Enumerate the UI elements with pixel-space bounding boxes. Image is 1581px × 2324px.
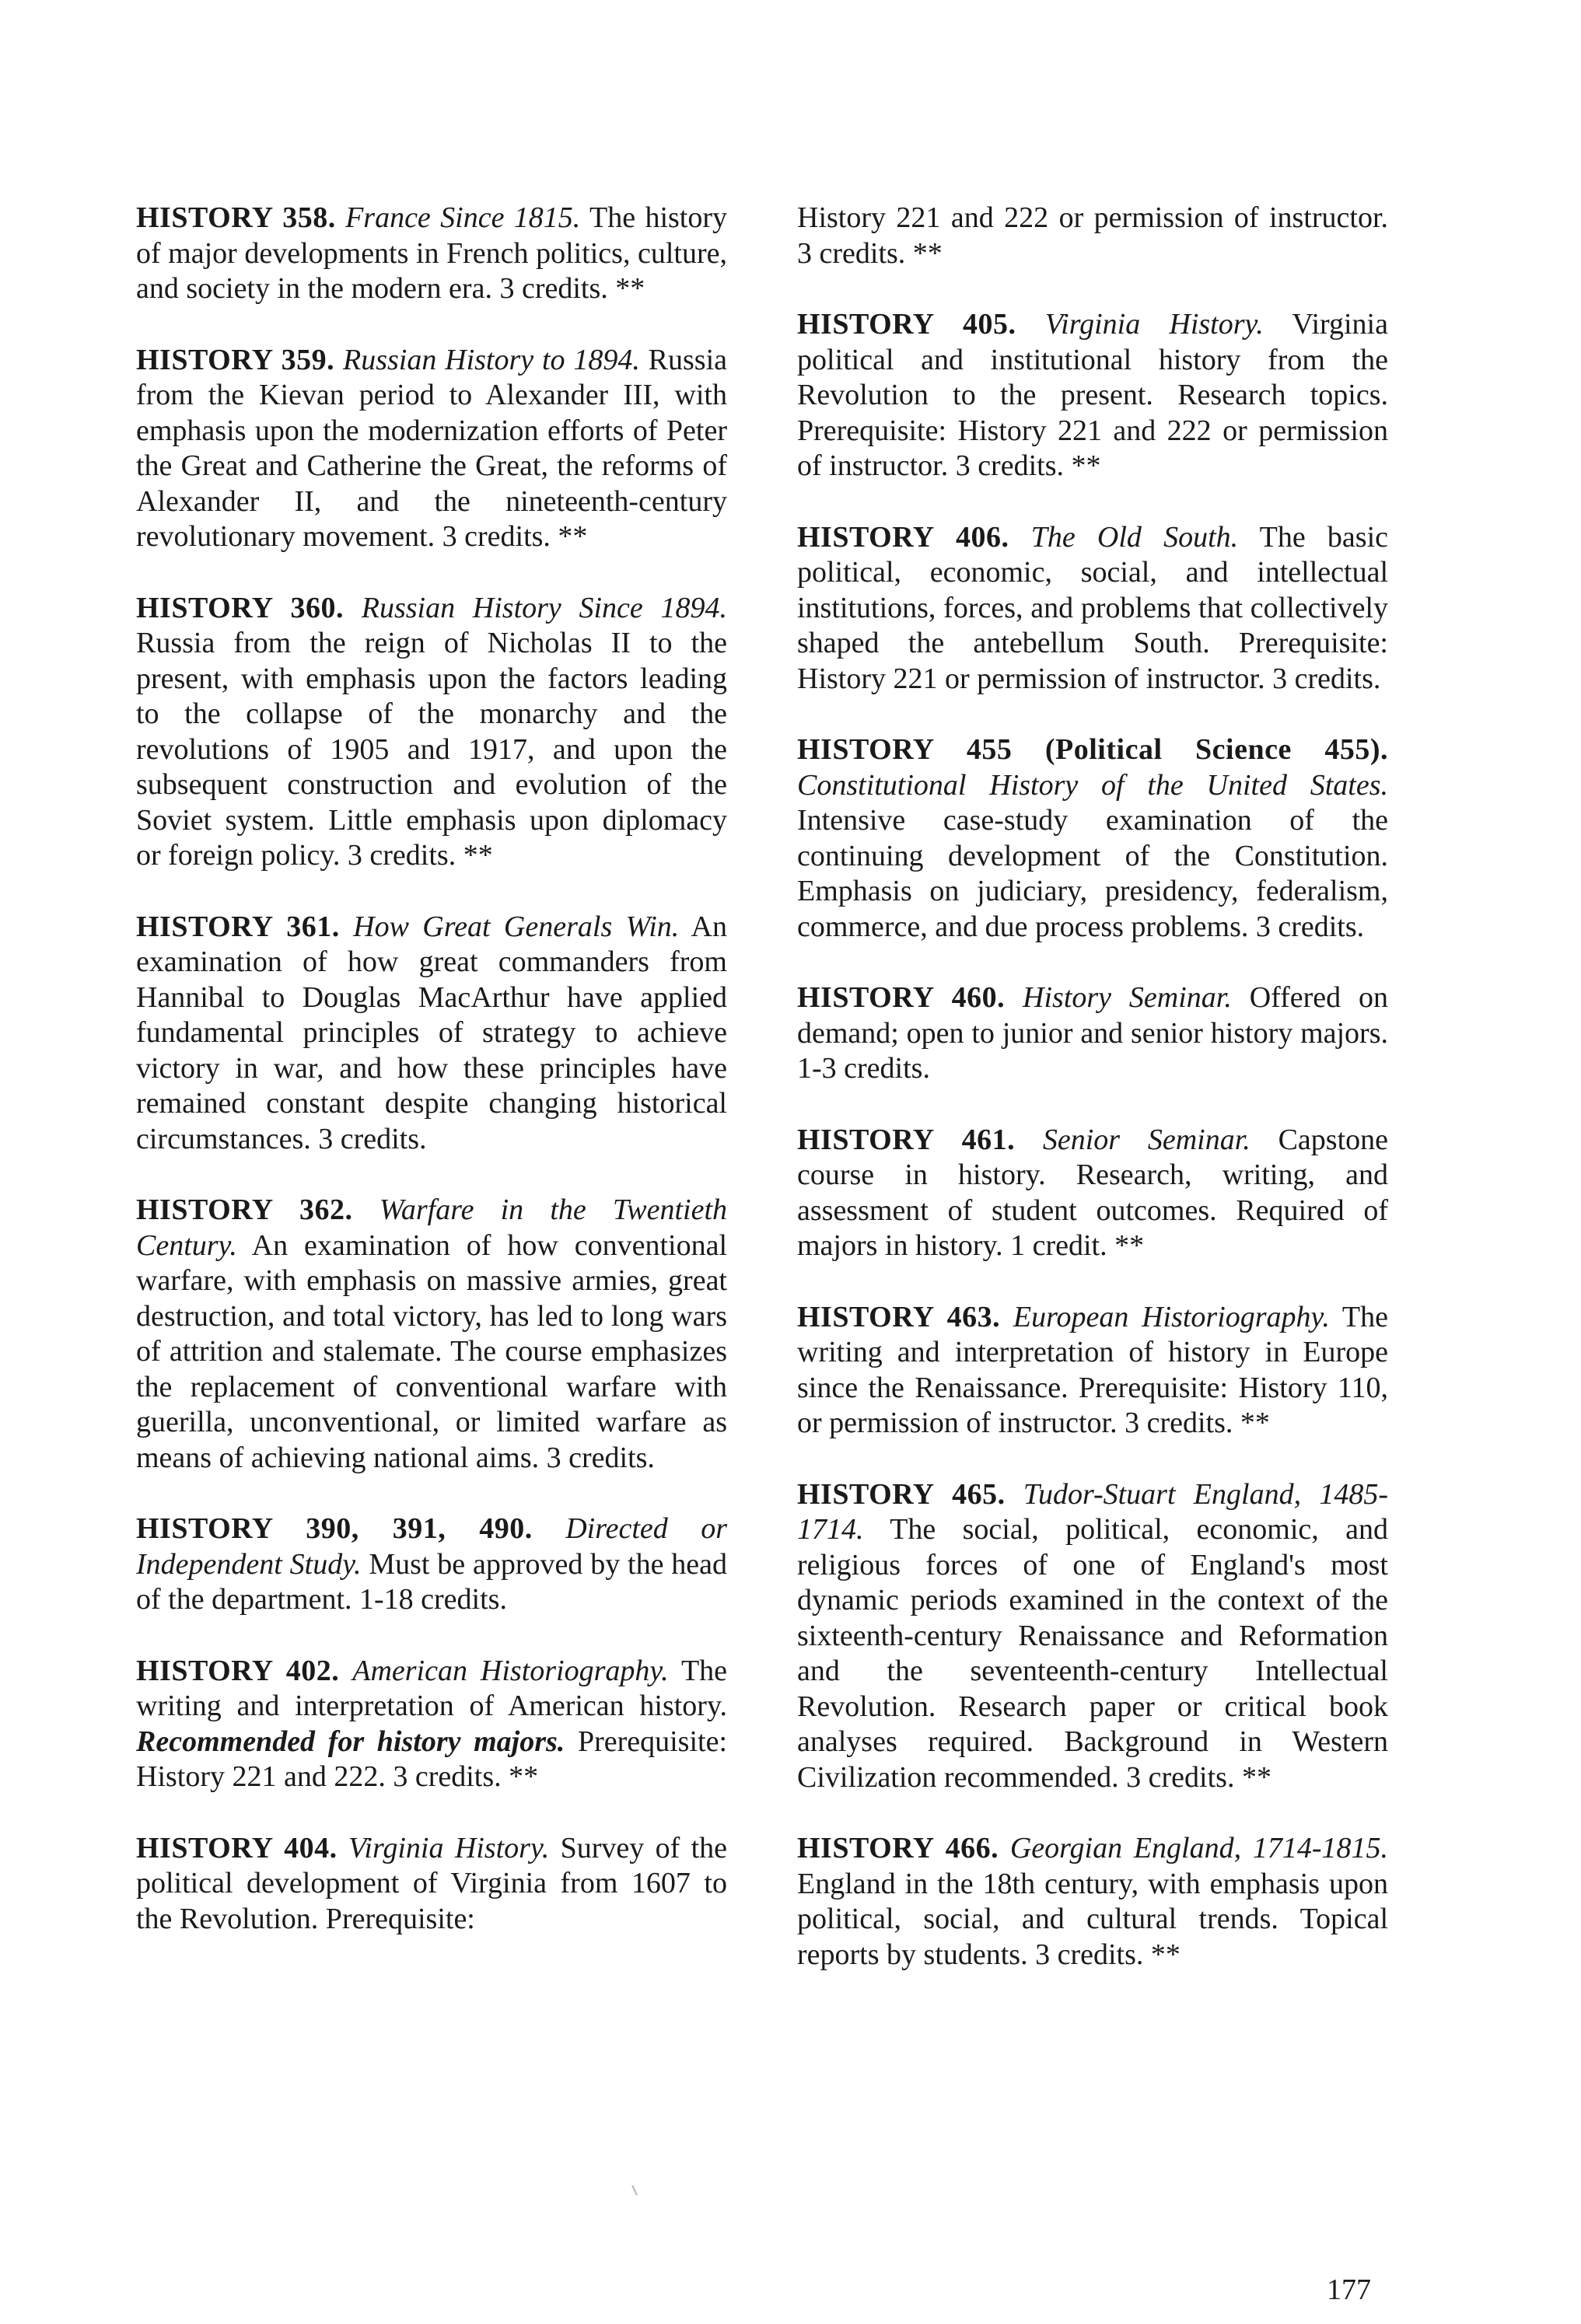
course-title: History Seminar. bbox=[1023, 981, 1232, 1014]
course-code: HISTORY 361. bbox=[136, 910, 340, 943]
course-entry-history-460 bbox=[797, 980, 1388, 1087]
course-entry-history-455 bbox=[797, 732, 1388, 945]
course-description: The writing and interpretation of history in Europe since the Renaissance. Prerequisite: History 110, or permission of instructor. 3 credits. ** bbox=[797, 1300, 1388, 1439]
course-title: The Old South. bbox=[1030, 520, 1239, 554]
course-description: The basic political, economic, social, and intellectual institutions, forces, and problems that collectively shaped the antebellum South. Prerequisite: History 221 or permission of instructor. 3 credits. bbox=[797, 520, 1388, 695]
course-title: Virginia History. bbox=[1044, 308, 1264, 341]
course-code: HISTORY 466. bbox=[797, 1832, 999, 1864]
course-title: Directed or Independent Study. bbox=[136, 1512, 727, 1581]
course-title: France Since 1815. bbox=[345, 201, 581, 234]
right-column bbox=[797, 201, 1388, 2008]
course-description: Offered on demand; open to junior and senior history majors. 1-3 credits. bbox=[797, 981, 1389, 1085]
course-code: HISTORY 362. bbox=[136, 1193, 353, 1226]
scan-mark bbox=[631, 2185, 638, 2196]
course-entry-history-402 bbox=[136, 1654, 727, 1795]
course-description: The social, political, economic, and religious forces of one of England's most dynamic periods examined in the context of the sixteenth-century Renaissance and Reformation and the seventeenth-century Intellectual Revolution. Research paper or critical book analyses required. Background in Western Civilization recommended. 3 credits. ** bbox=[797, 1513, 1388, 1794]
course-description: Must be approved by the head of the department. 1-18 credits. bbox=[136, 1547, 728, 1616]
course-description: Russia from the Kievan period to Alexander III, with emphasis upon the modernization efforts of Peter the Great and Catherine the Great, the reforms of Alexander II, and the nineteenth-century revolutionary movement. 3 credits. ** bbox=[136, 343, 728, 553]
course-title: Tudor-Stuart England, 1485-1714. bbox=[797, 1477, 1389, 1546]
course-entry-history-404 bbox=[136, 1831, 727, 1938]
course-entry-history-390-391-490 bbox=[136, 1511, 727, 1618]
course-description: An examination of how great commanders from Hannibal to Douglas MacArthur have applied fundamental principles of strategy to achieve victory in war, and how these principles have remained constant despite changing historical circumstances. 3 credits. bbox=[136, 910, 727, 1155]
course-description: Intensive case-study examination of the continuing development of the Constitution. Emphasis on judiciary, presidency, federalism, commerce, and due process problems. 3 credits. bbox=[797, 804, 1388, 943]
course-title: How Great Generals Win. bbox=[353, 910, 680, 943]
course-code: HISTORY 402. bbox=[136, 1654, 340, 1687]
course-entry-history-406 bbox=[797, 520, 1388, 697]
course-code: HISTORY 461. bbox=[797, 1123, 1016, 1156]
course-entry-history-461 bbox=[797, 1123, 1388, 1264]
course-code: HISTORY 360. bbox=[136, 591, 345, 624]
course-description: England in the 18th century, with emphasis upon political, social, and cultural trends. Topical reports by students. 3 credits. ** bbox=[797, 1867, 1388, 1971]
course-title: Senior Seminar. bbox=[1042, 1123, 1250, 1156]
course-title: Virginia History. bbox=[348, 1831, 550, 1864]
course-description: The history of major developments in French politics, culture, and society in the modern era. 3 credits. ** bbox=[136, 201, 727, 305]
course-code: HISTORY 455 (Political Science 455). bbox=[797, 733, 1388, 766]
course-code: HISTORY 359. bbox=[136, 343, 335, 376]
course-description: Russia from the reign of Nicholas II to the present, with emphasis upon the factors leading to the collapse of the monarchy and the revolutions of 1905 and 1917, and upon the subsequent construction and evolution of the Soviet system. Little emphasis upon diplomacy or foreign policy. 3 credits. ** bbox=[136, 627, 727, 872]
course-title: Russian History Since 1894. bbox=[361, 591, 727, 624]
course-title: Georgian England, 1714-1815. bbox=[1009, 1832, 1389, 1864]
course-entry-history-463 bbox=[797, 1300, 1388, 1442]
course-title: Constitutional History of the United States. bbox=[797, 768, 1388, 802]
course-description: An examination of how conventional warfare, with emphasis on massive armies, great destruction, and total victory, has led to long wars of attrition and stalemate. The course emphasizes the replacement of conventional warfare with guerilla, unconventional, or limited warfare as means of achieving national aims. 3 credits. bbox=[136, 1228, 728, 1474]
course-description: Survey of the political development of Virginia from 1607 to the Revolution. Prerequisite: bbox=[136, 1831, 727, 1935]
course-description: Capstone course in history. Research, writing, and assessment of student outcomes. Required of majors in history. 1 credit. ** bbox=[797, 1123, 1388, 1262]
course-entry-history-360 bbox=[136, 591, 727, 874]
course-description: The writing and interpretation of American history. bbox=[136, 1654, 728, 1722]
course-code: HISTORY 358. bbox=[136, 201, 336, 234]
course-code: HISTORY 406. bbox=[797, 520, 1009, 554]
course-title: American Historiography. bbox=[352, 1654, 669, 1687]
course-entry-history-465 bbox=[797, 1477, 1388, 1796]
course-title: Warfare in the Twentieth Century. bbox=[136, 1193, 727, 1262]
course-entry-history-359 bbox=[136, 343, 727, 555]
course-entry-history-361 bbox=[136, 910, 727, 1158]
course-description: Virginia political and institutional history from the Revolution to the present. Research topics. Prerequisite: History 221 and 222 or permission of instructor. 3 credits. ** bbox=[797, 308, 1388, 482]
course-entry-history-362 bbox=[136, 1193, 727, 1476]
course-code: HISTORY 405. bbox=[797, 308, 1016, 341]
course-entry-history-358 bbox=[136, 201, 727, 307]
left-column bbox=[136, 201, 727, 1973]
course-code: HISTORY 463. bbox=[797, 1300, 1001, 1333]
course-title: European Historiography. bbox=[1013, 1300, 1330, 1333]
course-prerequisite: Prerequisite: History 221 and 222. 3 credits. ** bbox=[136, 1725, 727, 1793]
course-recommendation: Recommended for history majors. bbox=[136, 1725, 565, 1758]
course-code: HISTORY 404. bbox=[136, 1831, 338, 1864]
course-code: HISTORY 390, 391, 490. bbox=[136, 1512, 533, 1545]
course-entry-history-405 bbox=[797, 307, 1388, 484]
course-entry-history-404-continued bbox=[797, 201, 1388, 271]
course-entry-history-466 bbox=[797, 1831, 1388, 1973]
course-description: History 221 and 222 or permission of instructor. 3 credits. ** bbox=[797, 201, 1388, 270]
course-title: Russian History to 1894. bbox=[342, 343, 640, 376]
course-code: HISTORY 460. bbox=[797, 981, 1006, 1014]
page-number: 177 bbox=[1327, 2273, 1371, 2306]
course-code: HISTORY 465. bbox=[797, 1477, 1006, 1511]
